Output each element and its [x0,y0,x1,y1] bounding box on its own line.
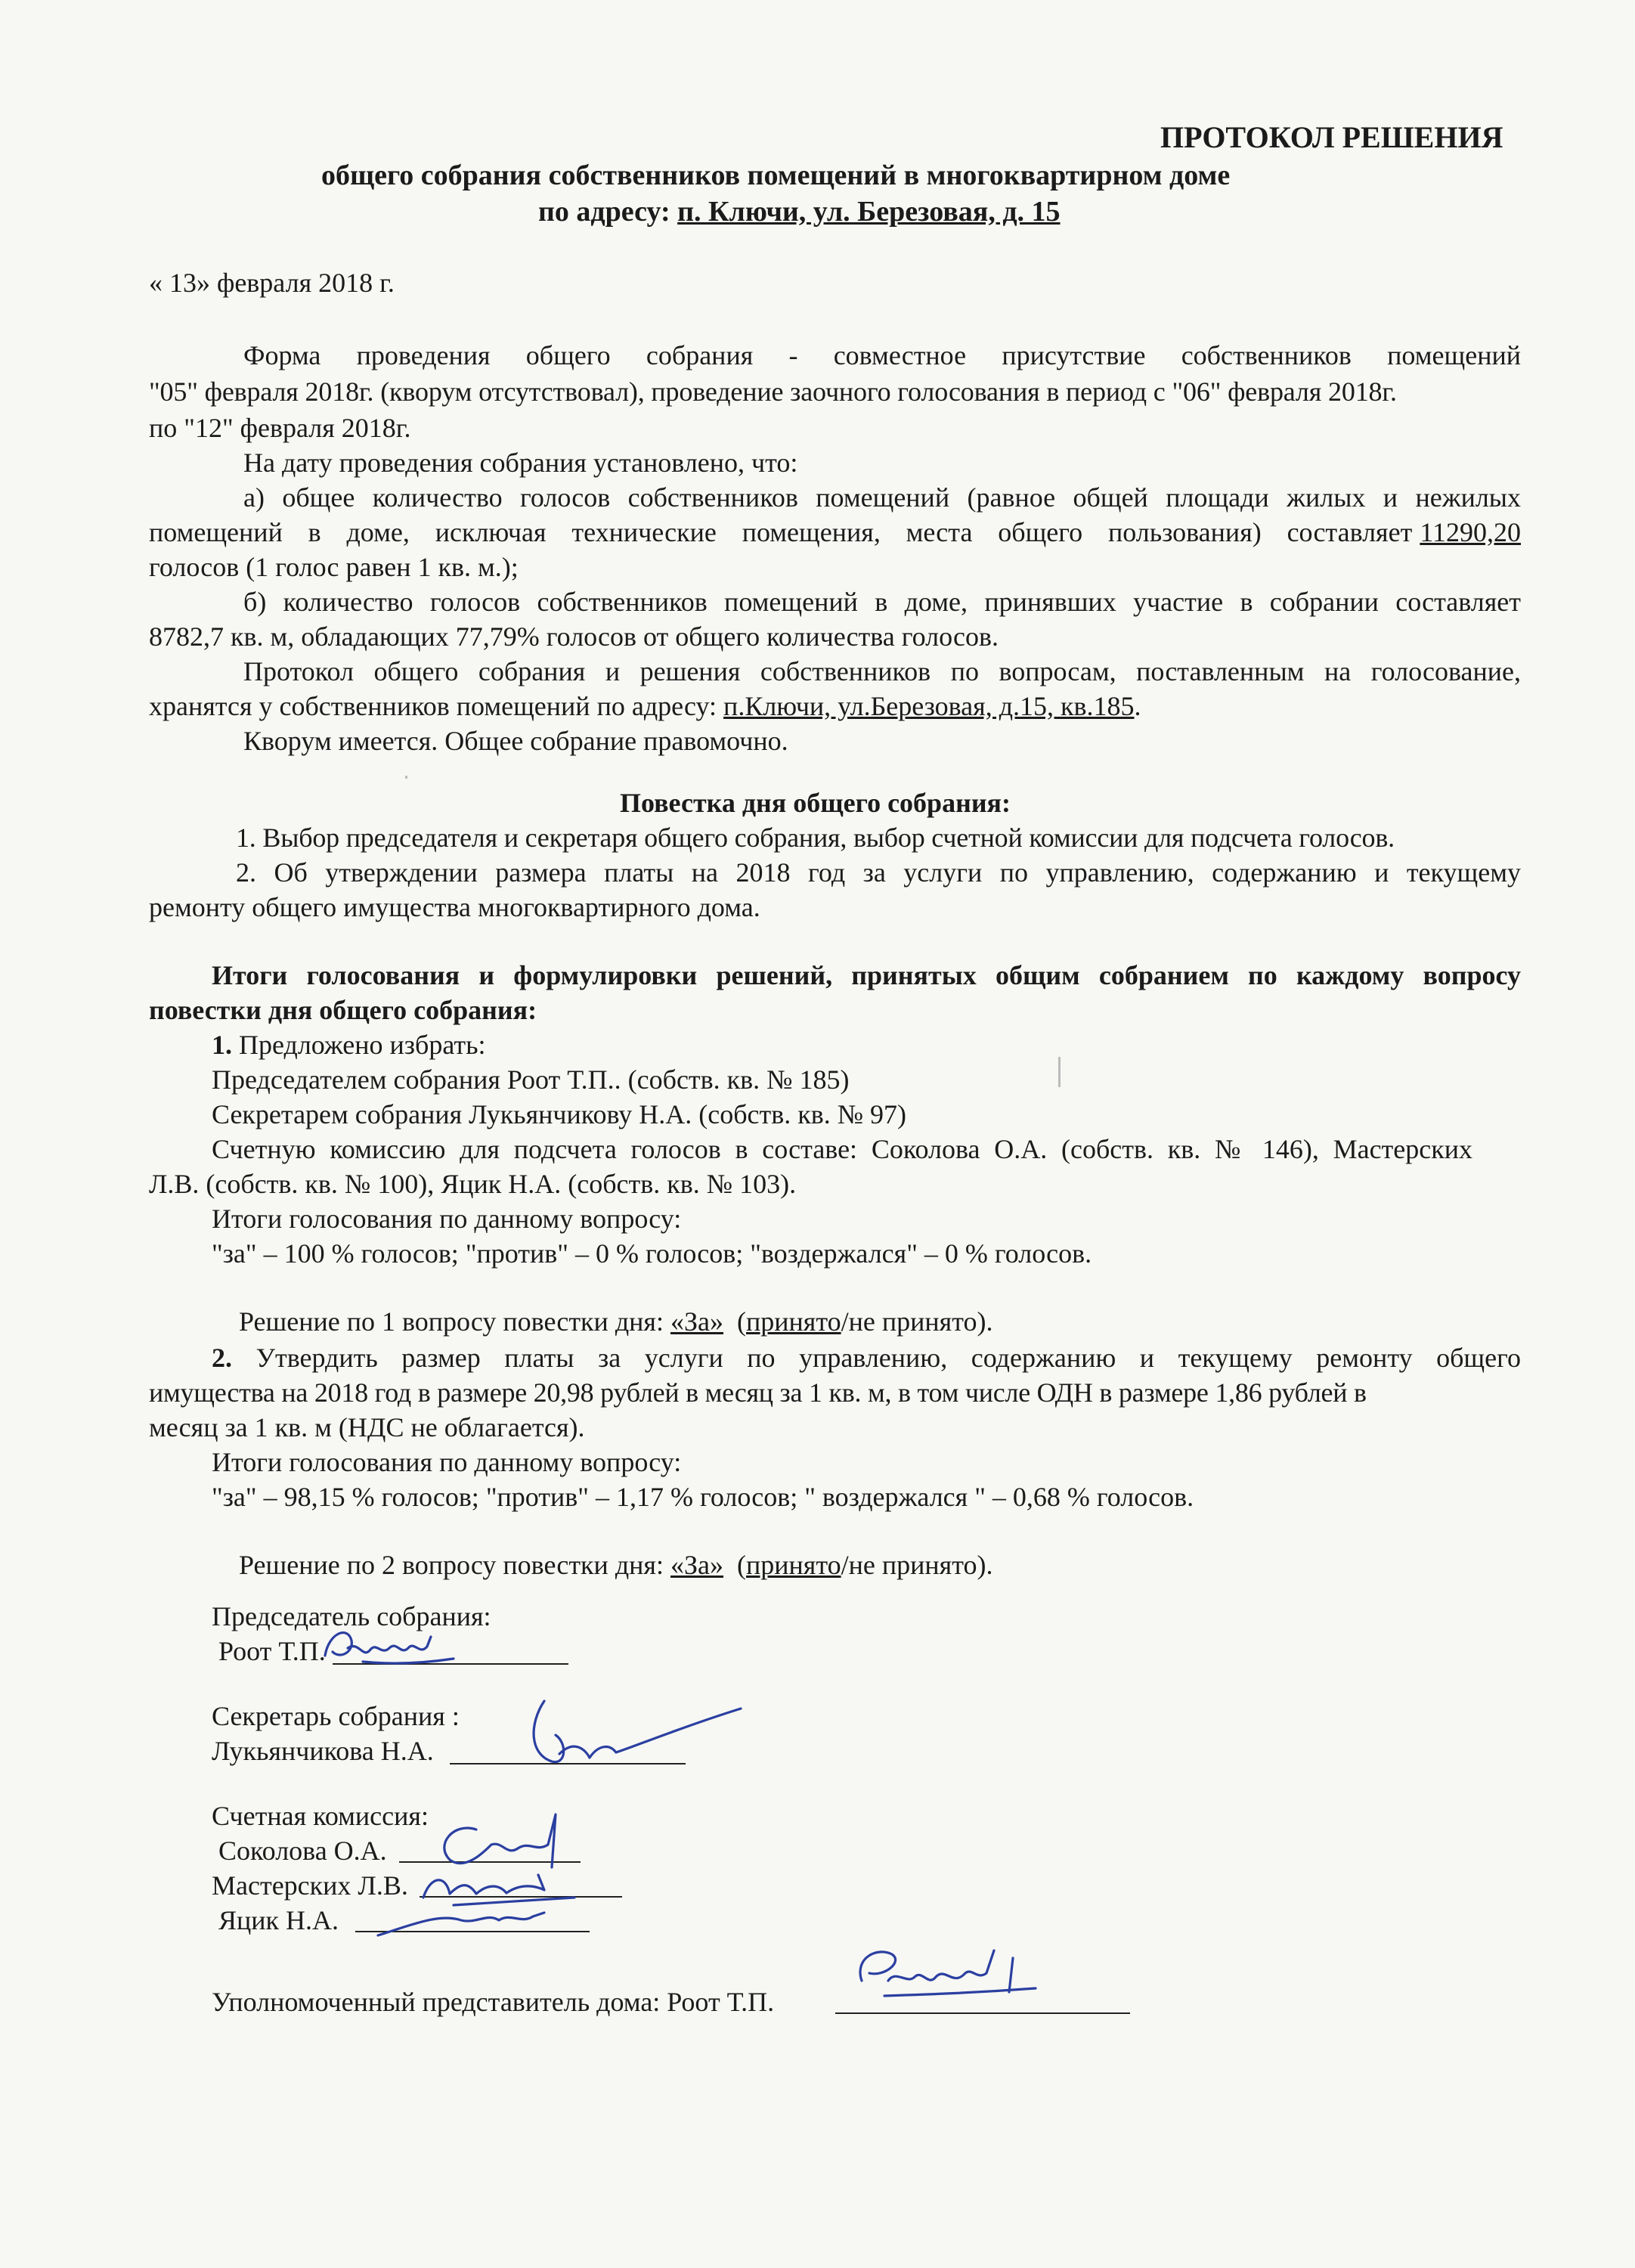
q1-decision-accepted: принято [745,1306,841,1337]
document-subtitle: общего собрания собственников помещений в многоквартирном доме [321,160,1231,191]
q2-line3: месяц за 1 кв. м (НДС не облагается). [149,1412,585,1442]
quorum-statement: Кворум имеется. Общее собрание правомочно. [243,726,788,756]
agenda-item-1: 1. Выбор председателя и секретаря общего собрания, выбор счетной комиссии для подсчета голосов. [236,823,1395,853]
intro-a-line2-text: помещений в доме, исключая технические помещения, места общего пользования) составляет [149,517,1413,547]
results-title-line1: Итоги голосования и формулировки решений, принятых общим собранием по каждому вопросу [212,960,1521,990]
q1-decision-za: «За» [670,1306,723,1337]
q1-decision-mid: ( [723,1306,746,1337]
representative-signature [839,1935,1051,2019]
intro-p2: На дату проведения собрания установлено, что: [243,448,798,478]
intro-b-line2: 8782,7 кв. м, обладающих 77,79% голосов от общего количества голосов. [149,621,999,652]
secretary-title: Секретарь собрания : [212,1701,460,1731]
q2-decision-prefix: Решение по 2 вопросу повестки дня: [239,1550,670,1580]
q2-line2: имущества на 2018 год в размере 20,98 рублей в месяц за 1 кв. м, в том числе ОДН в размере 1,86 рублей в [149,1377,1367,1408]
q1-results-label: Итоги голосования по данному вопросу: [212,1204,682,1234]
intro-a-line2 [149,516,1521,549]
commission-member-2: Мастерских Л.В. [212,1870,408,1901]
q1-number: 1. [212,1030,232,1060]
commission-title: Счетная комиссия: [212,1801,429,1831]
q2-decision-rest: /не принято). [841,1550,993,1580]
q1-line1 [212,1028,486,1061]
storage-address: п.Ключи, ул.Березовая, д.15, кв.185 [723,691,1135,721]
address-prefix: по адресу: [538,196,678,228]
intro-c-line2-text: хранятся у собственников помещений по адресу: [149,691,724,721]
q1-commission-line1: Счетную комиссию для подсчета голосов в составе: Соколова О.А. (собств. кв. № 146), Мастерских [212,1134,1472,1164]
q1-commission-line2: Л.В. (собств. кв. № 100), Яцик Н.А. (собств. кв. № 103). [149,1169,797,1199]
document-title: ПРОТОКОЛ РЕШЕНИЯ [1160,120,1503,154]
q2-results-values: "за" – 98,15 % голосов; "против" – 1,17 % голосов; " воздержался " – 0,68 % голосов. [212,1482,1194,1512]
intro-c-line1: Протокол общего собрания и решения собственников по вопросам, поставленным на голосование, [243,656,1521,686]
total-votes-value: 11290,20 [1420,517,1521,547]
q1-line1-text: Предложено избрать: [232,1030,486,1060]
intro-b-line1: б) количество голосов собственников помещений в доме, принявших участие в собрании составляет [243,587,1521,617]
q1-decision-prefix: Решение по 1 вопросу повестки дня: [239,1306,670,1337]
q2-decision-mid: ( [723,1550,746,1580]
q2-number: 2. [212,1343,232,1373]
q2-line1 [212,1341,1521,1374]
chair-signature [317,1618,469,1678]
document-date: « 13» февраля 2018 г. [149,268,395,298]
commission-member-3: Яцик Н.А. [212,1905,339,1935]
q2-line1-text: Утвердить размер платы за услуги по управлению, содержанию и текущему ремонту общего [232,1343,1521,1373]
q2-decision-accepted: принято [745,1550,841,1580]
q1-decision-rest: /не принято). [841,1306,993,1337]
chair-name: Роот Т.П. [212,1636,326,1666]
secretary-signature [514,1678,756,1784]
q2-decision-za: «За» [670,1550,723,1580]
commission-signatures [363,1799,605,1950]
chair-title: Председатель собрания: [212,1601,491,1631]
intro-p1-line2: "05" февраля 2018г. (кворум отсутствовал), проведение заочного голосования в период с "06" февраля 2018г. [149,376,1397,407]
intro-a-line3: голосов (1 голос равен 1 кв. м.); [149,552,519,582]
commission-member-1: Соколова О.А. [212,1836,387,1866]
intro-p1-line3: по "12" февраля 2018г. [149,413,411,443]
q1-secretary: Секретарем собрания Лукьянчикову Н.А. (собств. кв. № 97) [212,1099,907,1129]
representative-label: Уполномоченный представитель дома: Роот Т.П. [212,1987,775,2017]
q2-results-label: Итоги голосования по данному вопросу: [212,1447,682,1477]
q1-results-values: "за" – 100 % голосов; "против" – 0 % голосов; "воздержался" – 0 % голосов. [212,1238,1092,1269]
intro-a-line1: а) общее количество голосов собственников помещений (равное общей площади жилых и нежилых [243,482,1521,513]
intro-c-line2-end: . [1134,691,1141,721]
intro-c-line2 [149,689,1141,723]
agenda-item-2-line2: ремонту общего имущества многоквартирного дома. [149,892,760,922]
agenda-item-2-line1: 2. Об утверждении размера платы на 2018 год за услуги по управлению, содержанию и текущему [236,857,1521,888]
results-title-line2: повестки дня общего собрания: [149,995,537,1025]
q1-chair: Председателем собрания Роот Т.П.. (собств. кв. № 185) [212,1064,850,1095]
scan-mark [1058,1057,1061,1087]
document-address-line [538,195,1061,228]
intro-p1-line1: Форма проведения общего собрания - совместное присутствие собственников помещений [243,340,1521,370]
secretary-name: Лукьянчикова Н.А. [212,1736,434,1766]
address-value: п. Ключи, ул. Березовая, д. 15 [677,196,1061,228]
scan-mark [405,776,407,779]
agenda-title: Повестка дня общего собрания: [620,788,1011,818]
